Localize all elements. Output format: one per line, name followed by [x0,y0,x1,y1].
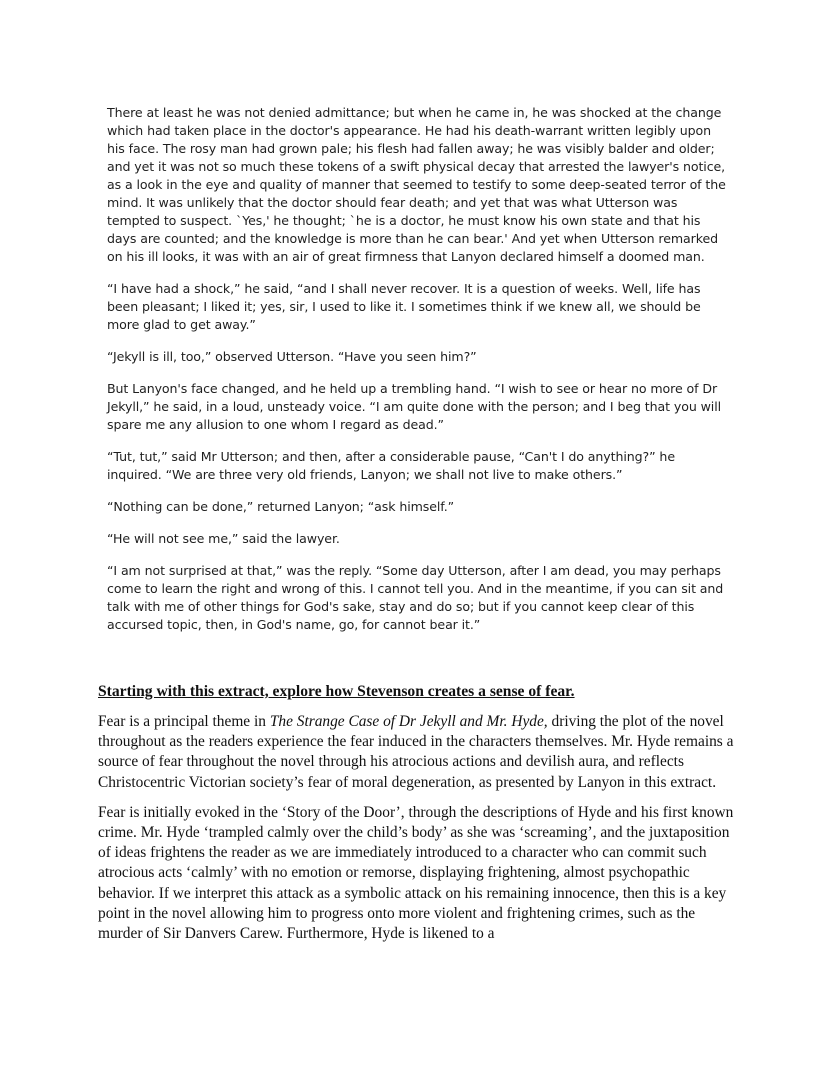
extract-paragraph: “I have had a shock,” he said, “and I shall never recover. It is a question of weeks. Well, life has been pleasant; I liked it; yes, sir, I used to like it. I sometimes think if we knew all, we should be more glad to get away.” [107,281,701,332]
extract-paragraph: But Lanyon's face changed, and he held up a trembling hand. “I wish to see or hear no more of Dr Jekyll,” he said, in a loud, unsteady voice. “I am quite done with the person; and I beg that you will spare me any allusion to one whom I regard as dead.” [107,381,722,432]
essay-text: Fear is a principal theme in [98,713,270,730]
essay-text: driving the plot of the novel throughout as the readers experience the fear induced in the characters themselves. Mr. Hyde remains a source of fear throughout the novel through his atrocious actions and devilish aura, and reflects Christocentric Victorian society’s fear of moral degeneration, as presented by Lanyon in this extract. [98,713,734,791]
extract-paragraph: “Tut, tut,” said Mr Utterson; and then, after a considerable pause, “Can't I do anything?” he inquired. “We are three very old friends, Lanyon; we shall not live to make others.” [107,449,675,482]
extract-paragraph: “Jekyll is ill, too,” observed Utterson. “Have you seen him?” [107,349,477,364]
novel-extract [107,104,727,648]
novel-title: The Strange Case of Dr Jekyll and Mr. Hyde, [269,713,548,730]
essay-paragraph [98,712,734,793]
extract-paragraph: “Nothing can be done,” returned Lanyon; “ask himself.” [107,499,455,514]
extract-paragraph: “I am not surprised at that,” was the reply. “Some day Utterson, after I am dead, you may perhaps come to learn the right and wrong of this. I cannot tell you. And in the meantime, if you can sit and talk with me of other things for God's sake, stay and do so; but if you cannot keep clear of this accursed topic, then, in God's name, go, for cannot bear it.” [107,563,724,632]
essay-question: Starting with this extract, explore how Stevenson creates a sense of fear. [98,683,575,700]
essay-response [98,682,734,954]
essay-paragraph: Fear is initially evoked in the ‘Story of the Door’, through the descriptions of Hyde and his first known crime. Mr. Hyde ‘trampled calmly over the child’s body’ as she was ‘screaming’, and the juxtaposition of ideas frightens the reader as we are immediately introduced to a character who can commit such atrocious acts ‘calmly’ with no emotion or remorse, displaying frightening, almost psychopathic behavior. If we interpret this attack as a symbolic attack on his remaining innocence, then this is a key point in the novel allowing him to progress onto more violent and frightening crimes, such as the murder of Sir Danvers Carew. Furthermore, Hyde is likened to a [98,803,734,943]
extract-paragraph: There at least he was not denied admittance; but when he came in, he was shocked at the change which had taken place in the doctor's appearance. He had his death-warrant written legibly upon his face. The rosy man had grown pale; his flesh had fallen away; he was visibly balder and older; and yet it was not so much these tokens of a swift physical decay that arrested the lawyer's notice, as a look in the eye and quality of manner that seemed to testify to some deep-seated terror of the mind. It was unlikely that the doctor should fear death; and yet that was what Utterson was tempted to suspect. `Yes,' he thought; `he is a doctor, he must know his own state and that his days are counted; and the knowledge is more than he can bear.' And yet when Utterson remarked on his ill looks, it was with an air of great firmness that Lanyon declared himself a doomed man. [107,105,726,264]
extract-paragraph: “He will not see me,” said the lawyer. [107,531,340,546]
